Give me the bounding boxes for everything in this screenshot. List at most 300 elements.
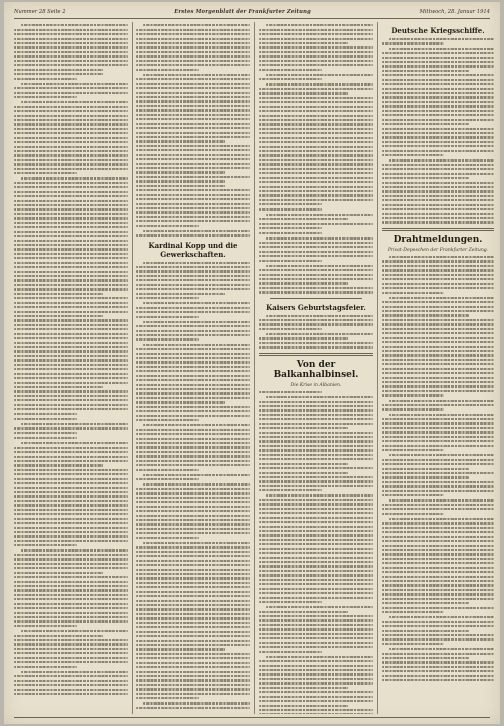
text-column-2 — [136, 22, 250, 714]
text-line — [259, 123, 373, 125]
text-line — [382, 57, 494, 59]
text-column-1 — [14, 22, 128, 714]
text-line — [382, 145, 494, 147]
text-line — [259, 323, 373, 325]
text-line — [14, 643, 128, 645]
text-line — [382, 630, 469, 632]
text-paragraph — [14, 549, 128, 627]
text-line — [136, 127, 250, 129]
article-heading: Drahtmeldungen. — [393, 235, 483, 246]
text-line — [259, 565, 373, 567]
text-line — [259, 499, 373, 501]
text-line — [136, 69, 199, 71]
text-paragraph — [259, 391, 373, 393]
text-line — [143, 702, 250, 704]
text-line — [259, 530, 373, 532]
text-line — [259, 633, 373, 635]
text-line — [389, 38, 494, 40]
text-line — [14, 195, 128, 197]
text-line — [382, 476, 469, 478]
text-line — [136, 564, 250, 566]
text-line — [136, 488, 250, 490]
text-line — [14, 513, 128, 515]
text-line — [136, 136, 250, 138]
text-line — [382, 217, 494, 219]
text-line — [382, 634, 494, 636]
text-line — [14, 115, 128, 117]
text-line — [14, 567, 128, 569]
text-line — [382, 431, 494, 433]
text-line — [136, 392, 250, 394]
text-line — [14, 456, 128, 458]
text-line — [382, 527, 494, 529]
newspaper-page — [4, 2, 500, 724]
text-paragraph — [136, 302, 250, 318]
text-line — [136, 203, 250, 205]
text-line — [136, 684, 250, 686]
divider — [259, 353, 373, 356]
text-line — [14, 78, 77, 80]
text-line — [136, 366, 250, 368]
text-line — [14, 200, 128, 202]
text-line — [136, 433, 250, 435]
text-line — [14, 106, 128, 108]
text-line — [259, 489, 322, 491]
text-line — [259, 115, 373, 117]
text-line — [136, 688, 250, 690]
text-line — [382, 661, 494, 663]
text-line — [259, 543, 373, 545]
text-line — [382, 468, 469, 470]
text-line — [14, 141, 128, 143]
text-line — [14, 544, 77, 546]
text-line — [14, 319, 128, 321]
text-line — [136, 397, 250, 399]
text-line — [266, 333, 373, 335]
text-line — [14, 266, 128, 268]
text-line — [14, 337, 128, 339]
text-line — [14, 92, 128, 94]
text-paragraph — [14, 630, 128, 668]
text-paragraph — [382, 616, 494, 645]
text-line — [136, 671, 250, 673]
text-line — [14, 689, 128, 691]
text-line — [14, 504, 128, 506]
text-line — [259, 218, 348, 220]
text-line — [389, 454, 494, 456]
text-line — [382, 571, 494, 573]
issue-date: Mittwoch, 28. Januar 1914 — [419, 9, 490, 15]
text-line — [136, 284, 250, 286]
text-line — [14, 603, 128, 605]
text-paragraph — [14, 24, 128, 79]
text-line — [259, 414, 373, 416]
text-line — [136, 546, 250, 548]
text-line — [259, 508, 373, 510]
text-line — [382, 105, 494, 107]
text-line — [259, 128, 373, 130]
text-paragraph — [136, 474, 250, 481]
text-line — [382, 553, 494, 555]
text-line — [14, 73, 103, 75]
text-line — [259, 445, 373, 447]
text-line — [21, 671, 128, 673]
text-line — [259, 619, 373, 621]
text-paragraph — [136, 24, 250, 71]
text-paragraph — [259, 232, 373, 234]
text-line — [259, 88, 373, 90]
text-line — [382, 377, 494, 379]
text-line — [136, 653, 250, 655]
text-line — [382, 404, 494, 406]
text-line — [382, 314, 469, 316]
text-line — [14, 191, 128, 193]
text-line — [136, 109, 250, 111]
text-line — [259, 208, 322, 210]
text-line — [259, 64, 373, 66]
text-line — [136, 555, 250, 557]
text-line — [136, 185, 225, 187]
text-line — [14, 168, 128, 170]
text-line — [14, 657, 128, 659]
text-line — [14, 213, 128, 215]
text-line — [259, 274, 373, 276]
text-line — [259, 190, 373, 192]
text-line — [259, 485, 373, 487]
text-line — [382, 323, 494, 325]
text-line — [382, 221, 494, 223]
text-line — [136, 388, 250, 390]
text-paragraph — [382, 38, 494, 45]
text-line — [136, 613, 250, 615]
text-line — [259, 579, 373, 581]
text-line — [382, 186, 494, 188]
text-paragraph — [136, 424, 250, 471]
text-line — [259, 552, 373, 554]
text-line — [259, 110, 373, 112]
text-line — [14, 432, 77, 434]
text-line — [14, 262, 128, 264]
text-line — [136, 604, 250, 606]
text-line — [14, 693, 128, 695]
text-line — [136, 582, 250, 584]
text-line — [382, 508, 494, 510]
text-line — [14, 576, 128, 578]
text-line — [382, 132, 494, 134]
text-line — [136, 189, 250, 191]
text-line — [382, 611, 444, 613]
text-line — [14, 395, 128, 397]
text-line — [259, 92, 348, 94]
text-line — [14, 531, 128, 533]
text-line — [382, 494, 444, 496]
text-paragraph — [14, 83, 128, 99]
text-line — [136, 55, 250, 57]
text-line — [136, 275, 250, 277]
text-paragraph — [136, 230, 250, 237]
text-line — [136, 64, 250, 66]
text-line — [382, 190, 494, 192]
text-line — [382, 472, 494, 474]
text-paragraph — [136, 262, 250, 300]
text-line — [259, 42, 348, 44]
text-line — [136, 626, 250, 628]
text-line — [14, 554, 128, 556]
text-line — [259, 682, 373, 684]
text-line — [259, 476, 373, 478]
text-line — [259, 405, 373, 407]
text-line — [14, 478, 128, 480]
text-line — [14, 413, 77, 415]
text-paragraph — [14, 442, 128, 546]
text-line — [259, 463, 348, 465]
text-line — [382, 283, 494, 285]
text-line — [259, 401, 373, 403]
text-line — [136, 510, 250, 512]
text-line — [382, 385, 494, 387]
text-paragraph — [136, 702, 250, 709]
column-rule — [377, 22, 378, 714]
text-line — [382, 274, 494, 276]
text-line — [14, 271, 128, 273]
text-line — [382, 449, 444, 451]
text-line — [259, 194, 373, 196]
text-line — [143, 302, 250, 304]
text-line — [136, 180, 225, 182]
text-line — [136, 293, 225, 295]
text-line — [382, 436, 494, 438]
text-line — [136, 560, 250, 562]
text-line — [14, 150, 128, 152]
text-line — [14, 253, 128, 255]
text-line — [382, 422, 494, 424]
text-line — [382, 319, 494, 321]
text-line — [259, 119, 373, 121]
text-line — [389, 256, 494, 258]
text-line — [382, 96, 494, 98]
text-line — [382, 136, 494, 138]
text-line — [259, 665, 373, 667]
text-line — [259, 291, 373, 293]
text-line — [259, 227, 322, 229]
text-line — [14, 427, 128, 429]
text-line — [382, 558, 494, 560]
text-line — [259, 106, 373, 108]
text-line — [259, 260, 322, 262]
text-line — [14, 33, 128, 35]
text-line — [259, 592, 373, 594]
text-line — [136, 38, 250, 40]
text-line — [259, 637, 373, 639]
text-line — [259, 517, 373, 519]
text-line — [382, 368, 494, 370]
text-line — [136, 307, 250, 309]
text-line — [389, 616, 494, 618]
divider — [382, 228, 494, 231]
text-paragraph — [382, 414, 494, 452]
text-line — [14, 244, 128, 246]
text-line — [21, 24, 128, 26]
text-line — [266, 214, 373, 216]
text-line — [136, 608, 250, 610]
text-line — [136, 100, 250, 102]
text-line — [136, 666, 250, 668]
text-line — [136, 270, 250, 272]
text-line — [259, 427, 348, 429]
text-line — [259, 38, 373, 40]
text-line — [136, 492, 250, 494]
text-line — [136, 145, 250, 147]
text-line — [136, 537, 199, 539]
text-line — [382, 540, 494, 542]
text-line — [14, 473, 128, 475]
text-line — [382, 92, 494, 94]
text-line — [14, 437, 77, 439]
text-paragraph — [259, 606, 373, 653]
text-line — [259, 454, 373, 456]
newspaper-masthead: Erstes Morgenblatt der Frankfurter Zeitung — [174, 9, 311, 15]
text-line — [136, 707, 250, 709]
text-line — [259, 651, 322, 653]
text-line — [259, 137, 373, 139]
text-line — [136, 163, 250, 165]
text-line — [136, 464, 250, 466]
text-line — [259, 700, 373, 702]
text-line — [136, 234, 250, 236]
text-paragraph — [136, 344, 250, 422]
text-paragraph — [14, 423, 128, 434]
text-line — [136, 455, 250, 457]
text-line — [136, 325, 250, 327]
text-line — [259, 628, 373, 630]
text-line — [14, 572, 103, 574]
text-line — [382, 440, 494, 442]
text-paragraph — [382, 454, 494, 496]
text-line — [259, 539, 373, 541]
text-line — [14, 447, 128, 449]
text-line — [259, 287, 373, 289]
text-line — [14, 110, 128, 112]
text-line — [382, 445, 494, 447]
text-line — [14, 589, 128, 591]
text-line — [259, 278, 373, 280]
text-line — [14, 182, 128, 184]
text-line — [136, 334, 250, 336]
text-line — [266, 74, 373, 76]
text-line — [259, 33, 373, 35]
text-line — [259, 678, 373, 680]
text-line — [382, 332, 494, 334]
text-line — [382, 485, 494, 487]
text-line — [259, 472, 348, 474]
text-line — [259, 570, 373, 572]
text-line — [259, 418, 373, 420]
text-line — [136, 528, 250, 530]
text-line — [259, 177, 373, 179]
text-line — [259, 687, 348, 689]
text-line — [14, 652, 128, 654]
text-line — [382, 653, 494, 655]
text-line — [14, 482, 128, 484]
text-line — [382, 549, 494, 551]
text-paragraph — [259, 24, 373, 71]
text-line — [14, 226, 128, 228]
text-line — [266, 396, 373, 398]
text-line — [136, 406, 250, 408]
text-line — [136, 586, 250, 588]
text-line — [382, 287, 494, 289]
text-line — [136, 501, 250, 503]
text-line — [136, 497, 250, 499]
text-line — [136, 384, 250, 386]
text-line — [14, 248, 128, 250]
text-line — [136, 442, 250, 444]
text-line — [382, 427, 494, 429]
text-line — [382, 598, 494, 600]
text-line — [143, 230, 250, 232]
text-line — [14, 487, 128, 489]
text-column-3 — [259, 22, 373, 714]
text-line — [382, 408, 444, 410]
text-line — [14, 342, 128, 344]
text-paragraph — [382, 648, 494, 681]
text-line — [14, 386, 103, 388]
text-line — [14, 540, 128, 542]
text-line — [14, 404, 128, 406]
text-line — [136, 635, 250, 637]
text-line — [259, 436, 373, 438]
text-line — [14, 418, 77, 420]
text-line — [382, 593, 494, 595]
text-line — [14, 128, 128, 130]
article-subheading: Die Krise in Albanien. — [290, 382, 342, 388]
text-paragraph — [259, 396, 373, 491]
text-line — [14, 302, 128, 304]
text-line — [136, 697, 199, 699]
text-line — [382, 292, 444, 294]
text-line — [382, 83, 494, 85]
text-line — [136, 600, 250, 602]
text-line — [14, 500, 128, 502]
text-line — [382, 199, 494, 201]
text-line — [136, 577, 250, 579]
text-line — [14, 648, 128, 650]
text-line — [136, 123, 250, 125]
text-line — [14, 460, 128, 462]
text-line — [136, 679, 250, 681]
text-line — [382, 269, 494, 271]
text-paragraph — [259, 83, 373, 205]
text-line — [143, 474, 250, 476]
text-line — [382, 150, 494, 152]
text-line — [382, 110, 494, 112]
text-line — [259, 660, 373, 662]
text-paragraph — [14, 177, 128, 414]
text-line — [382, 195, 494, 197]
text-line — [14, 333, 128, 335]
text-line — [143, 483, 250, 485]
text-line — [136, 410, 250, 412]
text-line — [14, 96, 77, 98]
text-line — [382, 418, 494, 420]
text-line — [136, 631, 250, 633]
text-paragraph — [136, 542, 250, 700]
text-line — [14, 598, 128, 600]
text-line — [382, 545, 494, 547]
text-line — [136, 446, 250, 448]
text-line — [382, 278, 494, 280]
text-line — [382, 354, 494, 356]
